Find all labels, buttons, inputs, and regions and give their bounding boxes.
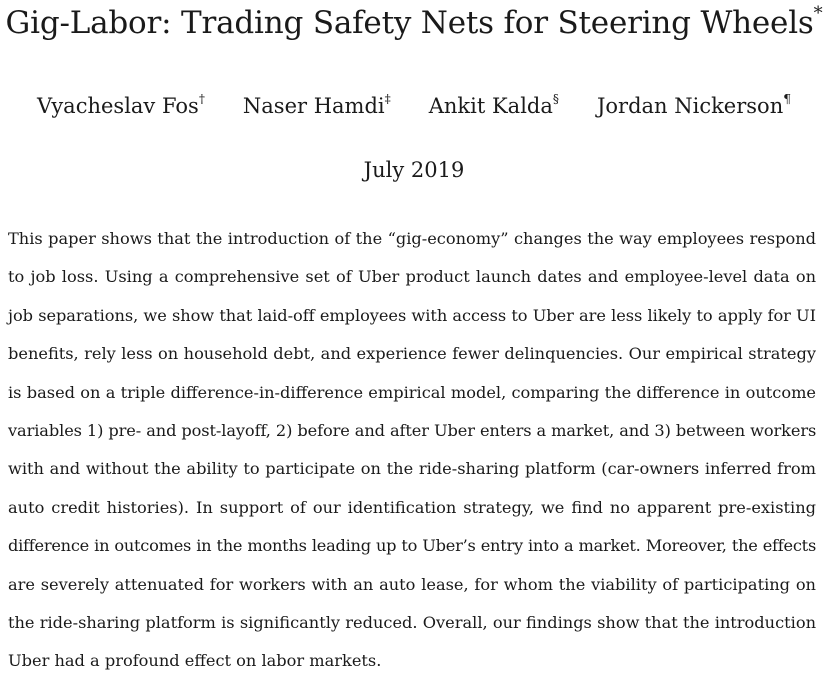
author-footnote-mark: § <box>552 92 559 107</box>
author-footnote-mark: ¶ <box>783 92 791 107</box>
abstract-line: variables 1) pre- and post-layoff, 2) before and after Uber enters a market, and 3) between workers <box>8 420 817 440</box>
abstract-line: benefits, rely less on household debt, and experience fewer delinquencies. Our empirical strategy <box>8 344 816 364</box>
abstract-line: auto credit histories). In support of our identification strategy, we find no apparent pre-existing <box>8 497 816 517</box>
author-list <box>0 90 828 122</box>
abstract-line: difference in outcomes in the months leading up to Uber’s entry into a market. Moreover, the effects <box>8 536 816 556</box>
author-footnote-mark: ‡ <box>384 92 391 107</box>
paper-title-text: Gig-Labor: Trading Safety Nets for Steering Wheels <box>5 5 814 41</box>
paper-title <box>0 2 828 44</box>
abstract-line: This paper shows that the introduction of the “gig-economy” changes the way employees respond <box>8 229 816 248</box>
abstract-line: the ride-sharing platform is significantly reduced. Overall, our findings show that the introduction <box>8 612 816 632</box>
abstract-line: is based on a triple difference-in-difference empirical model, comparing the difference in outcome <box>8 382 816 402</box>
paper-date: July 2019 <box>363 158 465 182</box>
author-name: Vyacheslav Fos <box>37 94 199 118</box>
author-nickerson <box>597 90 791 122</box>
abstract-line: with and without the ability to participate on the ride-sharing platform (car-owners inferred from <box>8 459 816 479</box>
author-footnote-mark: † <box>198 92 205 107</box>
abstract <box>8 224 816 685</box>
abstract-line: Uber had a profound effect on labor markets. <box>8 651 382 671</box>
abstract-line: are severely attenuated for workers with an auto lease, for whom the viability of participating on <box>8 574 816 594</box>
author-name: Ankit Kalda <box>428 94 553 118</box>
abstract-line: to job loss. Using a comprehensive set of Uber product launch dates and employee-level data on <box>8 267 816 287</box>
author-hamdi <box>243 90 391 122</box>
author-kalda <box>429 90 559 122</box>
author-name: Naser Hamdi <box>242 94 385 118</box>
author-fos <box>37 90 205 122</box>
title-footnote-mark: * <box>813 2 823 24</box>
author-name: Jordan Nickerson <box>596 94 784 118</box>
abstract-line: job separations, we show that laid-off employees with access to Uber are less likely to apply for UI <box>8 305 816 325</box>
